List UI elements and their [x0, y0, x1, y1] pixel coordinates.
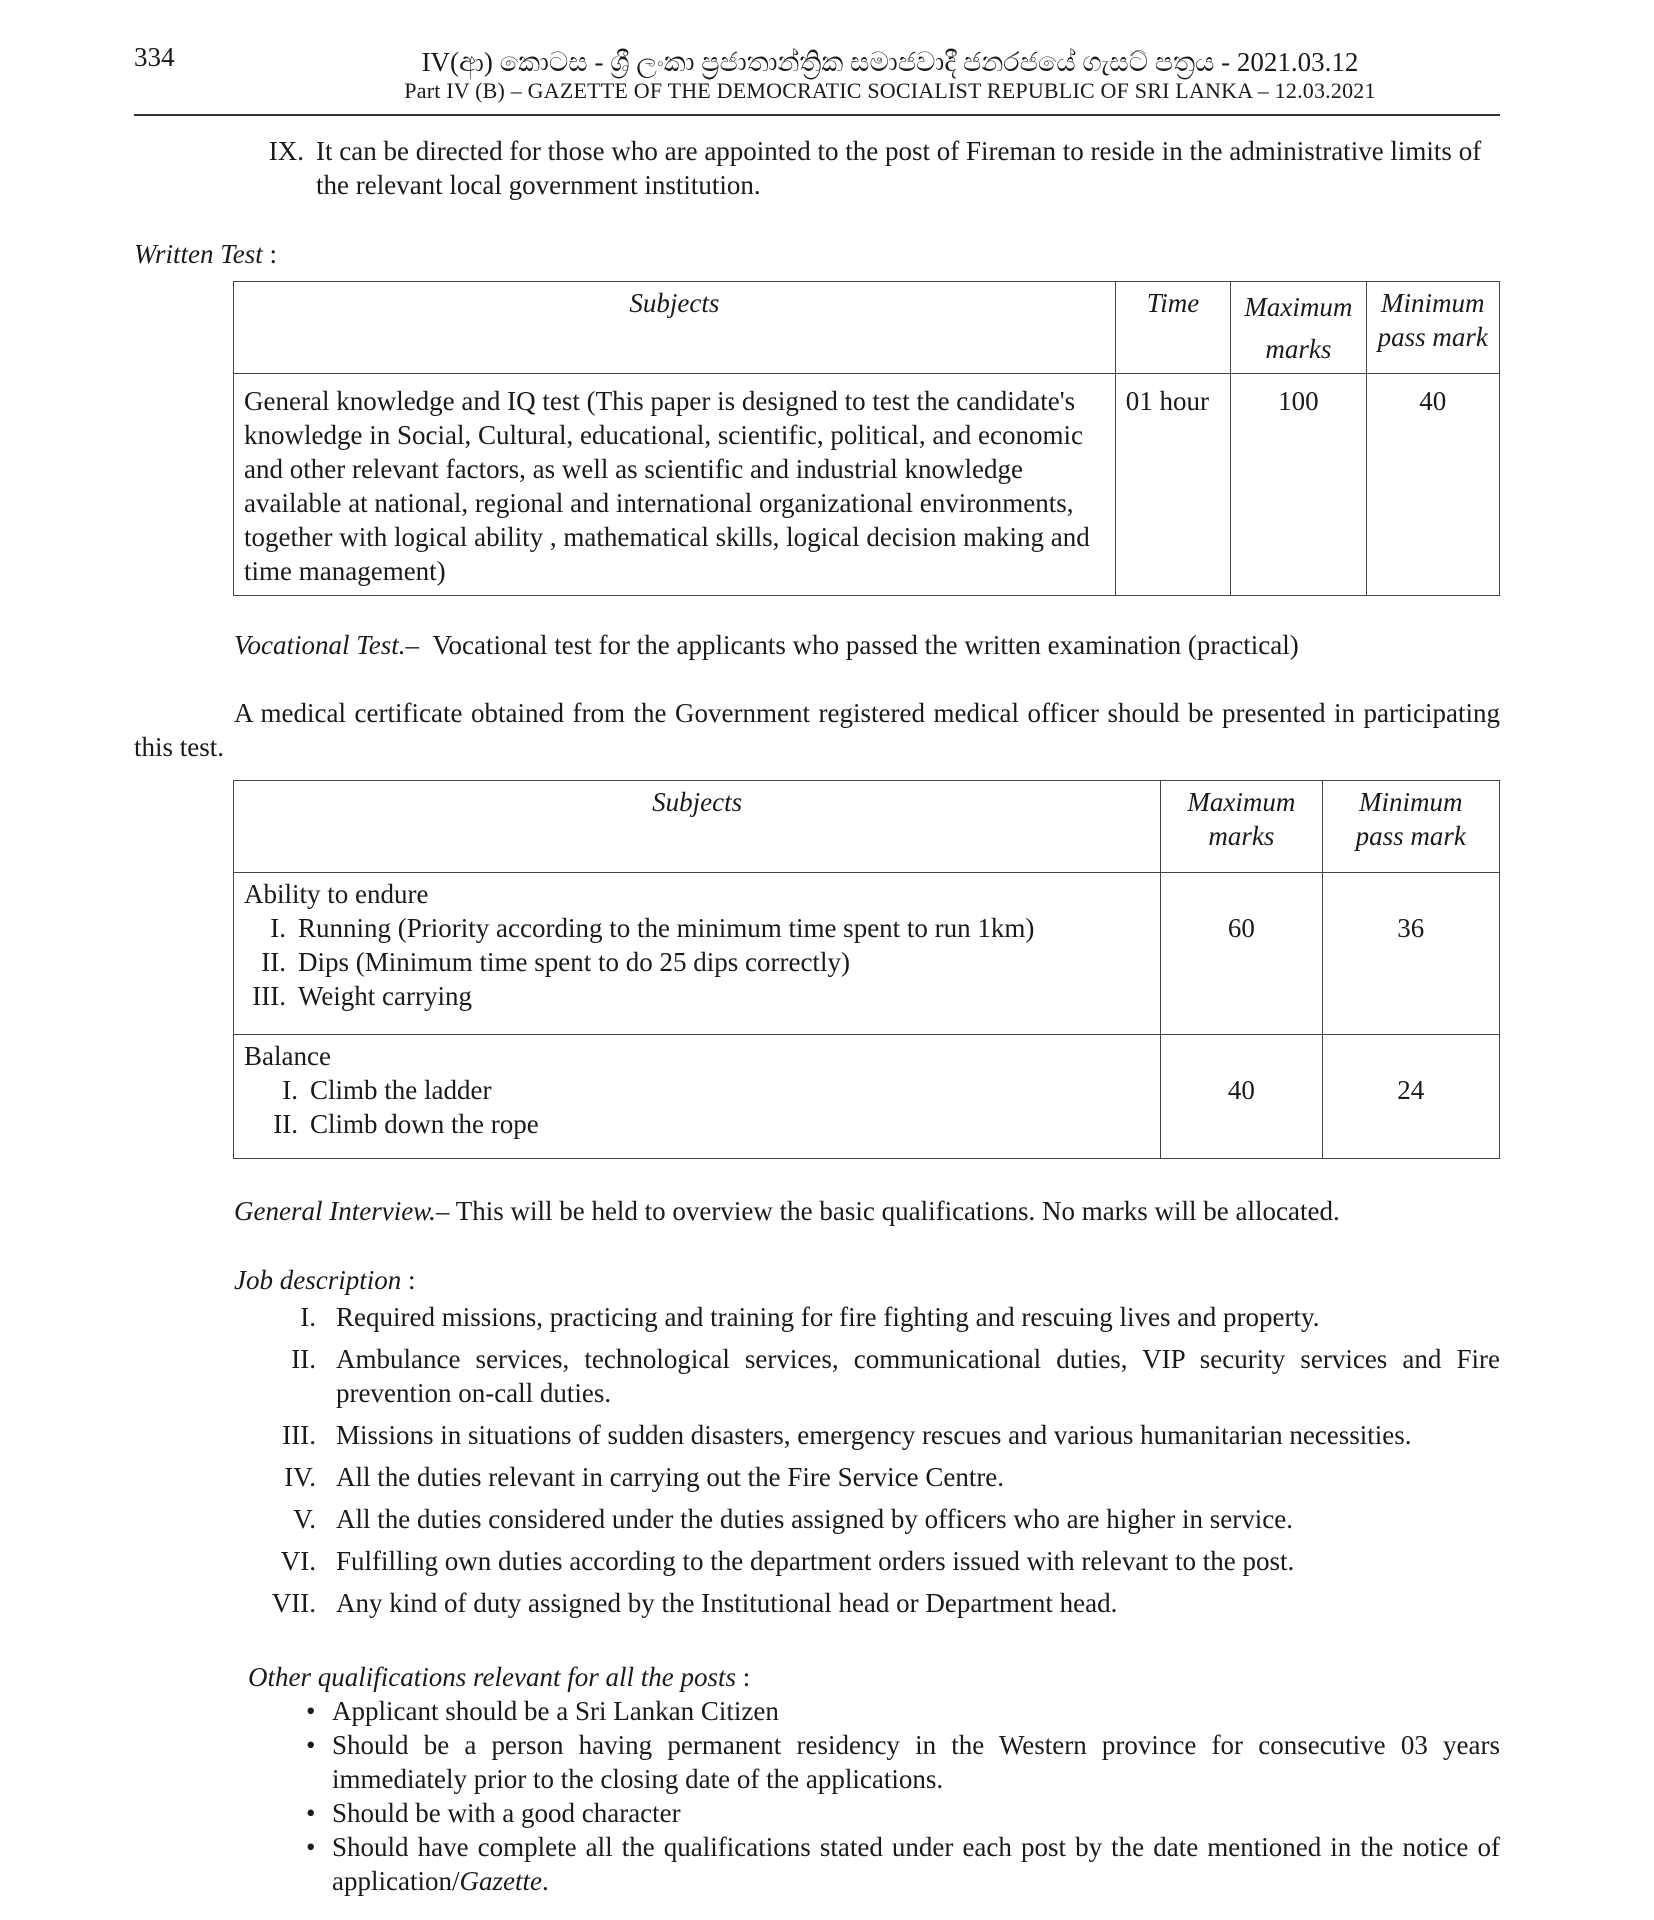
col-subjects: Subjects: [234, 282, 1116, 374]
list-item-text: Should be with a good character: [332, 1798, 681, 1828]
col-maximum-marks: Maximum marks: [1161, 781, 1322, 873]
sub-item-text: Weight carrying: [298, 981, 473, 1011]
list-item-number: IV.: [284, 1462, 316, 1492]
sub-item: [244, 911, 1150, 945]
table-header-row: [234, 781, 1500, 873]
subject-cell: [234, 873, 1161, 1035]
bullet-icon: •: [306, 1798, 316, 1828]
sub-item-number: II.: [261, 947, 286, 977]
job-description-heading-text: Job description: [234, 1265, 402, 1295]
list-item-text: All the duties considered under the duties assigned by officers who are higher in service.: [336, 1504, 1293, 1534]
other-qualifications-heading: [248, 1660, 750, 1694]
max-marks-cell: 60: [1161, 873, 1322, 1035]
list-item-number: I.: [300, 1302, 316, 1332]
col-maximum-marks: Maximum marks: [1231, 282, 1366, 374]
list-item: [260, 1460, 1500, 1494]
sub-item: [244, 945, 1150, 979]
list-item: [260, 1586, 1500, 1620]
sub-item-text: Dips (Minimum time spent to do 25 dips correctly): [298, 947, 850, 977]
sub-item: [244, 1073, 1150, 1107]
list-item: [260, 1544, 1500, 1578]
item-text: It can be directed for those who are appointed to the post of Fireman to reside in the administrative limits of the relevant local government institution.: [316, 136, 1482, 200]
bullet-icon: •: [306, 1832, 316, 1862]
list-item-text: Applicant should be a Sri Lankan Citizen: [332, 1696, 779, 1726]
list-item-text: All the duties relevant in carrying out the Fire Service Centre.: [336, 1462, 1005, 1492]
list-item-text: Fulfilling own duties according to the department orders issued with relevant to the post.: [336, 1546, 1295, 1576]
vocational-test-heading: Vocational Test.–: [234, 630, 420, 660]
min-mark-cell: 40: [1366, 374, 1499, 596]
sub-item-number: III.: [252, 981, 286, 1011]
sub-item-number: II.: [273, 1109, 298, 1139]
subject-cell: [234, 1035, 1161, 1159]
written-test-heading-text: Written Test: [134, 239, 263, 269]
list-item-ix: [262, 134, 1500, 202]
list-item-number: III.: [282, 1420, 316, 1450]
header-rule: [134, 114, 1500, 116]
table-row: [234, 873, 1500, 1035]
list-item-text: Ambulance services, technological services, communicational duties, VIP security services and Fire prevention on-call duties.: [336, 1344, 1500, 1408]
vocational-test-paragraph: [234, 628, 1500, 662]
medical-note: A medical certificate obtained from the Government registered medical officer should be presented in participating this test.: [134, 698, 1500, 762]
vocational-test-text: Vocational test for the applicants who passed the written examination (practical): [432, 630, 1299, 660]
general-interview-paragraph: [234, 1194, 1500, 1228]
list-item: [306, 1728, 1500, 1796]
gazette-title-english: Part IV (B) – GAZETTE OF THE DEMOCRATIC SOCIALIST REPUBLIC OF SRI LANKA – 12.03.2021: [404, 78, 1376, 103]
sub-item: [244, 979, 1150, 1013]
list-item: [260, 1502, 1500, 1536]
list-item: [260, 1418, 1500, 1452]
sub-item-text: Climb the ladder: [310, 1075, 492, 1105]
max-marks-cell: 100: [1231, 374, 1366, 596]
sub-item-text: Running (Priority according to the minimum time spent to run 1km): [298, 913, 1035, 943]
table-header-row: [234, 282, 1500, 374]
page-number: 334: [134, 42, 175, 72]
list-item-text: Missions in situations of sudden disasters, emergency rescues and various humanitarian necessities.: [336, 1420, 1412, 1450]
min-mark-cell: 24: [1322, 1035, 1499, 1159]
list-item-text: Required missions, practicing and training for fire fighting and rescuing lives and property.: [336, 1302, 1320, 1332]
written-test-table: [233, 281, 1500, 596]
list-item-number: II.: [291, 1344, 316, 1374]
list-item: [306, 1830, 1500, 1898]
table-row: [234, 374, 1500, 596]
list-item: [260, 1342, 1500, 1410]
row-title: Balance: [244, 1041, 331, 1071]
sub-item-number: I.: [270, 913, 286, 943]
job-description-heading: [234, 1263, 416, 1297]
sub-item-number: I.: [282, 1075, 298, 1105]
col-subjects: Subjects: [234, 781, 1161, 873]
time-cell: 01 hour: [1115, 374, 1230, 596]
other-qualifications-heading-text: Other qualifications relevant for all the posts: [248, 1662, 736, 1692]
table-row: [234, 1035, 1500, 1159]
general-interview-text: This will be held to overview the basic qualifications. No marks will be allocated.: [449, 1196, 1340, 1226]
col-time: Time: [1115, 282, 1230, 374]
list-item-text: [332, 1830, 1500, 1898]
sub-item-text: Climb down the rope: [310, 1109, 539, 1139]
col-minimum-pass-mark: Minimum pass mark: [1322, 781, 1499, 873]
list-item-text-end: .: [541, 1866, 549, 1896]
list-item-number: VII.: [271, 1588, 316, 1618]
other-qualifications-list: [306, 1694, 1500, 1898]
row-title: Ability to endure: [244, 879, 429, 909]
vocational-test-table: [233, 780, 1500, 1159]
list-item-number: VI.: [280, 1546, 316, 1576]
bullet-icon: •: [306, 1730, 316, 1760]
written-test-heading: [134, 237, 277, 271]
list-item-number: V.: [293, 1504, 316, 1534]
gazette-title-sinhala: IV(ආ) කොටස - ශ්‍රී ලංකා ප්‍රජාතාන්ත්‍රික සමාජවාදී ජනරජයේ ගැසට් පත්‍රය - 2021.03.12: [421, 47, 1359, 77]
max-marks-cell: 40: [1161, 1035, 1322, 1159]
heading-suffix: :: [401, 1265, 416, 1295]
bullet-icon: •: [306, 1696, 316, 1726]
min-mark-cell: 36: [1322, 873, 1499, 1035]
list-item: [306, 1796, 1500, 1830]
heading-suffix: :: [735, 1662, 751, 1692]
list-item-text: Any kind of duty assigned by the Institutional head or Department head.: [336, 1588, 1118, 1618]
col-minimum-pass-mark: Minimum pass mark: [1366, 282, 1499, 374]
subject-cell: General knowledge and IQ test (This paper is designed to test the candidate's knowledge in Social, Cultural, educational, scientific, political, and economic and other relevant factors, as well as scientific and industrial knowledge available at national, regional and international organizational environments, together with logical ability , mathematical skills, logical decision making and time management): [234, 374, 1116, 596]
general-interview-heading: General Interview.–: [234, 1196, 450, 1226]
job-description-list: [260, 1300, 1500, 1628]
sub-item: [244, 1107, 1150, 1141]
gazette-word: Gazette: [459, 1866, 542, 1896]
list-item-text: Should be a person having permanent residency in the Western province for consecutive 03 years immediately prior to the closing date of the applications.: [332, 1730, 1500, 1794]
heading-suffix: :: [262, 239, 278, 269]
list-item-text-main: Should have complete all the qualifications stated under each post by the date mentioned in the notice of application/: [332, 1832, 1500, 1896]
item-number: IX.: [268, 136, 304, 166]
list-item: [260, 1300, 1500, 1334]
list-item: [306, 1694, 1500, 1728]
